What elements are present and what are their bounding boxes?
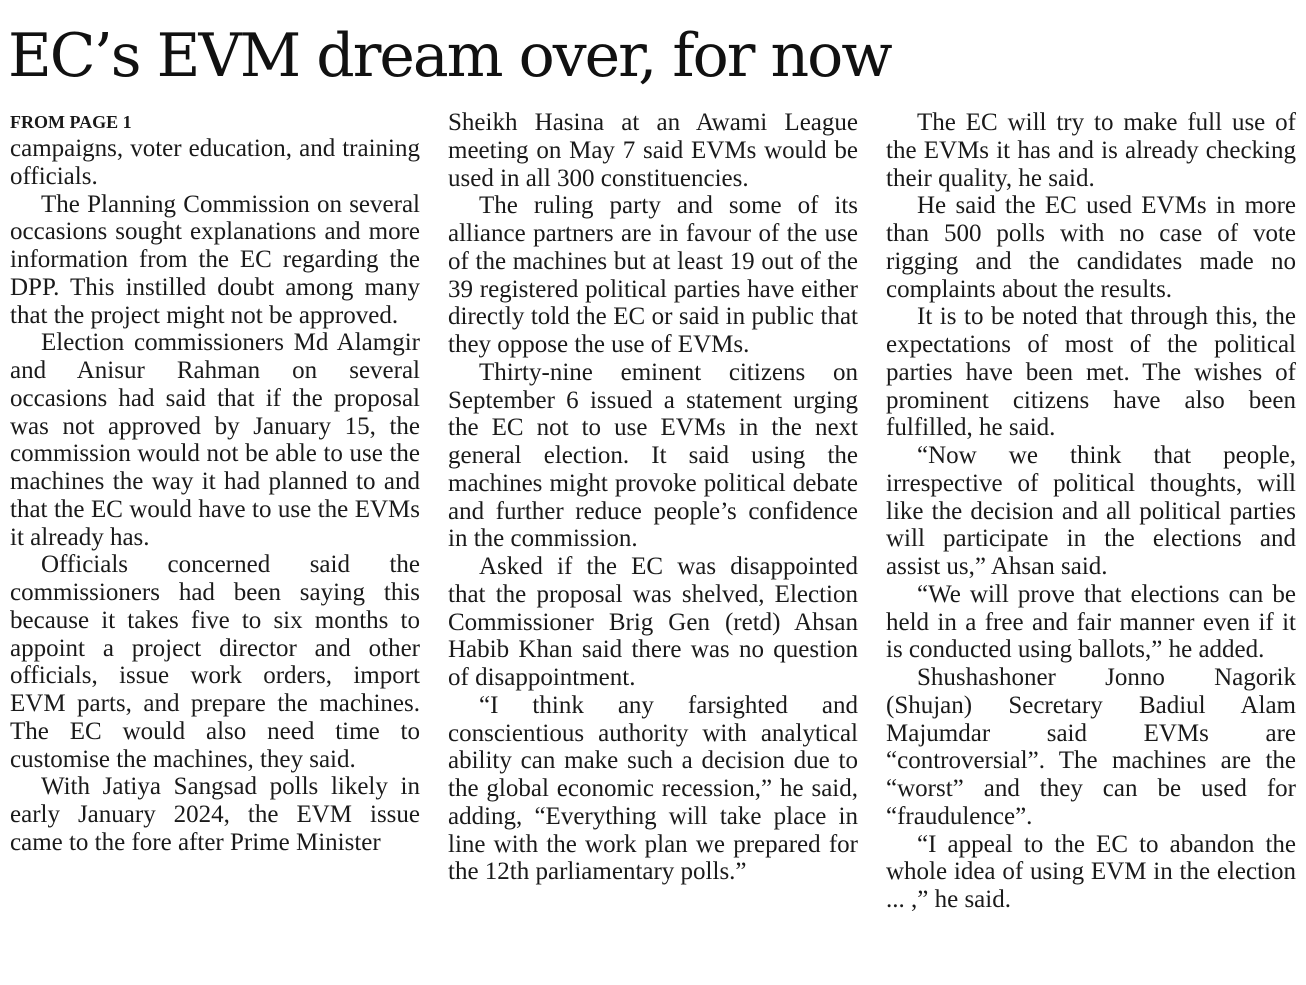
paragraph: Election commissioners Md Alamgir and Anisur Rahman on several occasions had said that if the proposal was not approved by January 15, the commission would not be able to use the machines the way it had planned to and that the EC would have to use the EVMs it already has. [10, 329, 420, 551]
paragraph: It is to be noted that through this, the expectations of most of the political parties have been met. The wishes of prominent citizens have also been fulfilled, he said. [886, 303, 1296, 442]
article-column-1 [10, 109, 420, 857]
paragraph: The EC will try to make full use of the EVMs it has and is already checking their quality, he said. [886, 109, 1296, 192]
article-column-3 [886, 109, 1296, 914]
article-column-2 [448, 109, 858, 886]
paragraph: Asked if the EC was disappointed that the proposal was shelved, Election Commissioner Brig Gen (retd) Ahsan Habib Khan said there was no question of disappointment. [448, 553, 858, 691]
paragraph: Shushashoner Jonno Nagorik (Shujan) Secretary Badiul Alam Majumdar said EVMs are “controversial”. The machines are the “worst” and they can be used for “fraudulence”. [886, 664, 1296, 830]
paragraph: With Jatiya Sangsad polls likely in early January 2024, the EVM issue came to the fore after Prime Minister [10, 773, 420, 856]
paragraph: “I think any farsighted and conscientious authority with analytical ability can make such a decision due to the global economic recession,” he said, adding, “Everything will take place in line with the work plan we prepared for the 12th parliamentary polls.” [448, 691, 858, 886]
headline: EC’s EVM dream over, for now [8, 21, 891, 91]
paragraph: “We will prove that elections can be held in a free and fair manner even if it is conducted using ballots,” he added. [886, 580, 1296, 664]
paragraph: He said the EC used EVMs in more than 500 polls with no case of vote rigging and the candidates made no complaints about the results. [886, 192, 1296, 303]
paragraph: campaigns, voter education, and training officials. [10, 135, 420, 190]
paragraph: “I appeal to the EC to abandon the whole idea of using EVM in the election ... ,” he said. [886, 830, 1296, 913]
paragraph: “Now we think that people, irrespective of political thoughts, will like the decision and all political parties will participate in the elections and assist us,” Ahsan said. [886, 442, 1296, 580]
paragraph: The ruling party and some of its alliance partners are in favour of the use of the machines but at least 19 out of the 39 registered political parties have either directly told the EC or said in public that they oppose the use of EVMs. [448, 192, 858, 358]
paragraph: Officials concerned said the commissioners had been saying this because it takes five to six months to appoint a project director and other officials, issue work orders, import EVM parts, and prepare the machines. The EC would also need time to customise the machines, they said. [10, 551, 420, 773]
paragraph: The Planning Commission on several occasions sought explanations and more information from the EC regarding the DPP. This instilled doubt among many that the project might not be approved. [10, 190, 420, 329]
kicker: FROM PAGE 1 [10, 112, 132, 132]
paragraph: Thirty-nine eminent citizens on September 6 issued a statement urging the EC not to use EVMs in the next general election. It said using the machines might provoke political debate and further reduce people’s confidence in the commission. [448, 358, 858, 553]
paragraph: Sheikh Hasina at an Awami League meeting on May 7 said EVMs would be used in all 300 constituencies. [448, 109, 858, 192]
